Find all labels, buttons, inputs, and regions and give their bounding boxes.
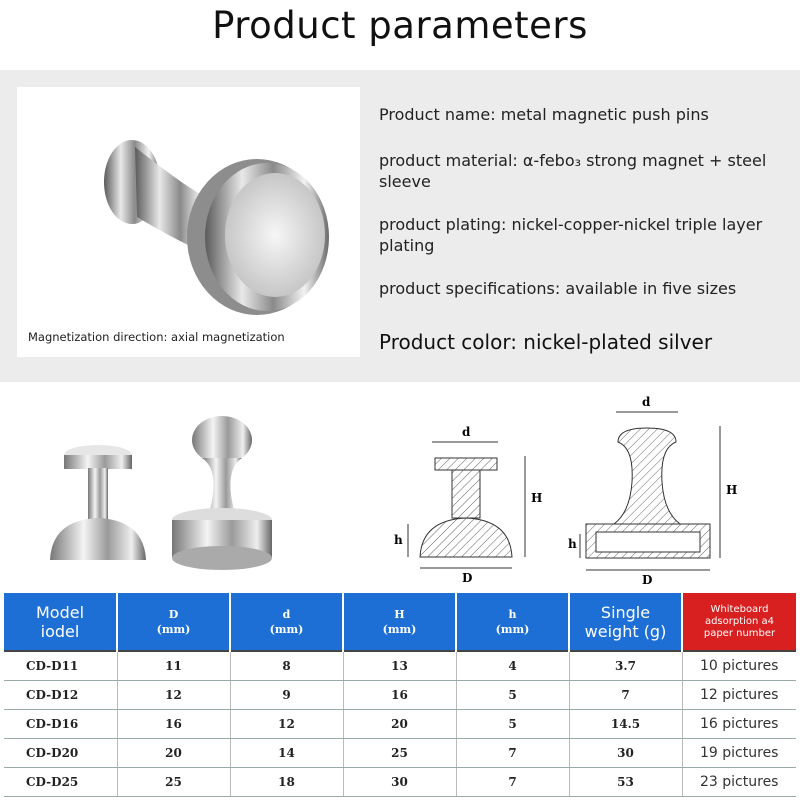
- technical-drawing-icon: [380, 392, 800, 592]
- cell-d: 18: [230, 768, 343, 797]
- label-h-right: h: [568, 537, 577, 551]
- param-specifications: product specifications: available in five sizes: [379, 279, 737, 298]
- label-H-right: H: [726, 483, 738, 497]
- cell-model: CD-D25: [4, 768, 117, 797]
- cell-D: 16: [117, 710, 230, 739]
- param-color: Product color: nickel-plated silver: [379, 330, 713, 354]
- label-H-left: H: [531, 491, 543, 505]
- header-d: d (mm): [230, 593, 343, 651]
- cell-H: 16: [343, 681, 456, 710]
- cell-h: 7: [456, 739, 569, 768]
- cell-weight: 30: [569, 739, 682, 768]
- dimension-drawings: [380, 392, 800, 592]
- cell-model: CD-D12: [4, 681, 117, 710]
- cell-d: 14: [230, 739, 343, 768]
- push-pin-photo-icon: [17, 87, 360, 357]
- cell-model: CD-D20: [4, 739, 117, 768]
- header-whiteboard: Whiteboard adsorption a4 paper number: [682, 593, 796, 651]
- pins-photo: [30, 400, 320, 580]
- header-D: D (mm): [117, 593, 230, 651]
- cell-pictures: 10 pictures: [682, 651, 796, 681]
- table-row: [4, 768, 796, 797]
- label-D-right: D: [642, 573, 653, 587]
- cell-weight: 14.5: [569, 710, 682, 739]
- cell-H: 20: [343, 710, 456, 739]
- table-row: [4, 710, 796, 739]
- cell-pictures: 12 pictures: [682, 681, 796, 710]
- specifications-table: [4, 593, 796, 797]
- cell-model: CD-D11: [4, 651, 117, 681]
- cell-h: 4: [456, 651, 569, 681]
- table-row: [4, 651, 796, 681]
- header-model: Model iodel: [4, 593, 117, 651]
- header-h: h (mm): [456, 593, 569, 651]
- cell-pictures: 19 pictures: [682, 739, 796, 768]
- header-weight: Single weight (g): [569, 593, 682, 651]
- push-pins-icon: [30, 400, 320, 580]
- cell-weight: 53: [569, 768, 682, 797]
- cell-h: 5: [456, 710, 569, 739]
- cell-weight: 7: [569, 681, 682, 710]
- cell-d: 9: [230, 681, 343, 710]
- label-d-right: d: [642, 395, 651, 409]
- cell-d: 12: [230, 710, 343, 739]
- label-d-left: d: [462, 425, 471, 439]
- cell-D: 11: [117, 651, 230, 681]
- cell-pictures: 23 pictures: [682, 768, 796, 797]
- cell-d: 8: [230, 651, 343, 681]
- cell-H: 25: [343, 739, 456, 768]
- table-row: [4, 681, 796, 710]
- cell-H: 13: [343, 651, 456, 681]
- cell-weight: 3.7: [569, 651, 682, 681]
- table-header-row: [4, 593, 796, 651]
- header-H: H (mm): [343, 593, 456, 651]
- label-D-left: D: [462, 571, 473, 585]
- cell-pictures: 16 pictures: [682, 710, 796, 739]
- cell-h: 7: [456, 768, 569, 797]
- product-photo: [17, 87, 360, 357]
- table-row: [4, 739, 796, 768]
- cell-D: 20: [117, 739, 230, 768]
- cell-D: 12: [117, 681, 230, 710]
- param-plating: product plating: nickel-copper-nickel triple layer plating: [379, 215, 763, 255]
- cell-D: 25: [117, 768, 230, 797]
- param-name: Product name: metal magnetic push pins: [379, 105, 709, 124]
- magnetization-note: Magnetization direction: axial magnetization: [28, 330, 285, 344]
- param-material: product material: α-febo₃ strong magnet + steel sleeve: [379, 151, 767, 191]
- page-title: Product parameters: [212, 4, 588, 47]
- label-h-left: h: [394, 533, 403, 547]
- cell-model: CD-D16: [4, 710, 117, 739]
- cell-h: 5: [456, 681, 569, 710]
- cell-H: 30: [343, 768, 456, 797]
